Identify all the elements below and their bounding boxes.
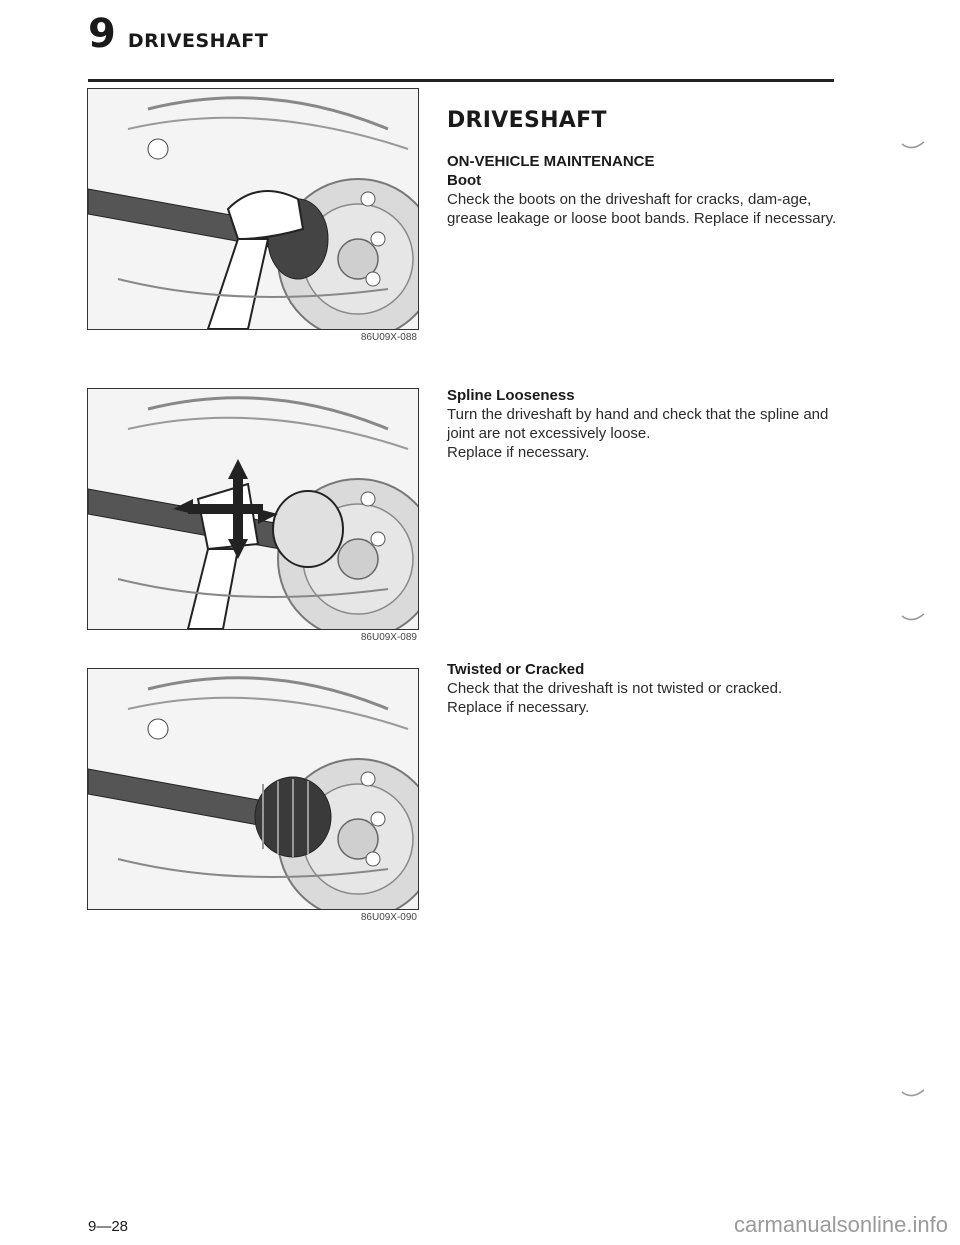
margin-mark [900, 612, 926, 624]
spline-section [447, 386, 837, 462]
driveshaft-boot-illustration [88, 669, 418, 909]
page-number: 9—28 [88, 1218, 129, 1235]
figure-boot [87, 88, 419, 330]
hand-turning-shaft-arrows-illustration [88, 389, 418, 629]
watermark-site: carmanualsonline.info [733, 1212, 948, 1237]
twisted-section [447, 660, 837, 717]
page-header [88, 11, 269, 57]
maintenance-heading: ON-VEHICLE MAINTENANCE [447, 153, 655, 170]
header-rule [88, 79, 834, 82]
figure-caption: 86U09X-089 [360, 632, 417, 643]
margin-mark [900, 140, 926, 152]
figure-spline [87, 388, 419, 630]
twisted-text: Check that the driveshaft is not twisted or cracked. Replace if necessary. [447, 680, 783, 716]
spline-heading: Spline Looseness [447, 387, 575, 404]
figure-caption: 86U09X-088 [360, 332, 417, 343]
boot-heading: Boot [447, 172, 482, 189]
figure-twisted [87, 668, 419, 910]
spline-text: Turn the driveshaft by hand and check that the spline and joint are not excessively loose. [447, 406, 829, 442]
twisted-heading: Twisted or Cracked [447, 661, 585, 678]
chapter-title: DRIVESHAFT [127, 30, 269, 52]
hand-gripping-boot-illustration [88, 89, 418, 329]
boot-section [447, 152, 837, 228]
margin-mark [900, 1088, 926, 1100]
figure-caption: 86U09X-090 [360, 912, 417, 923]
section-title: DRIVESHAFT [447, 108, 607, 133]
boot-text: Check the boots on the driveshaft for cracks, dam-age, grease leakage or loose boot bands. Replace if necessary. [447, 191, 837, 227]
spline-replace-text: Replace if necessary. [447, 444, 590, 461]
chapter-number: 9 [88, 11, 116, 57]
